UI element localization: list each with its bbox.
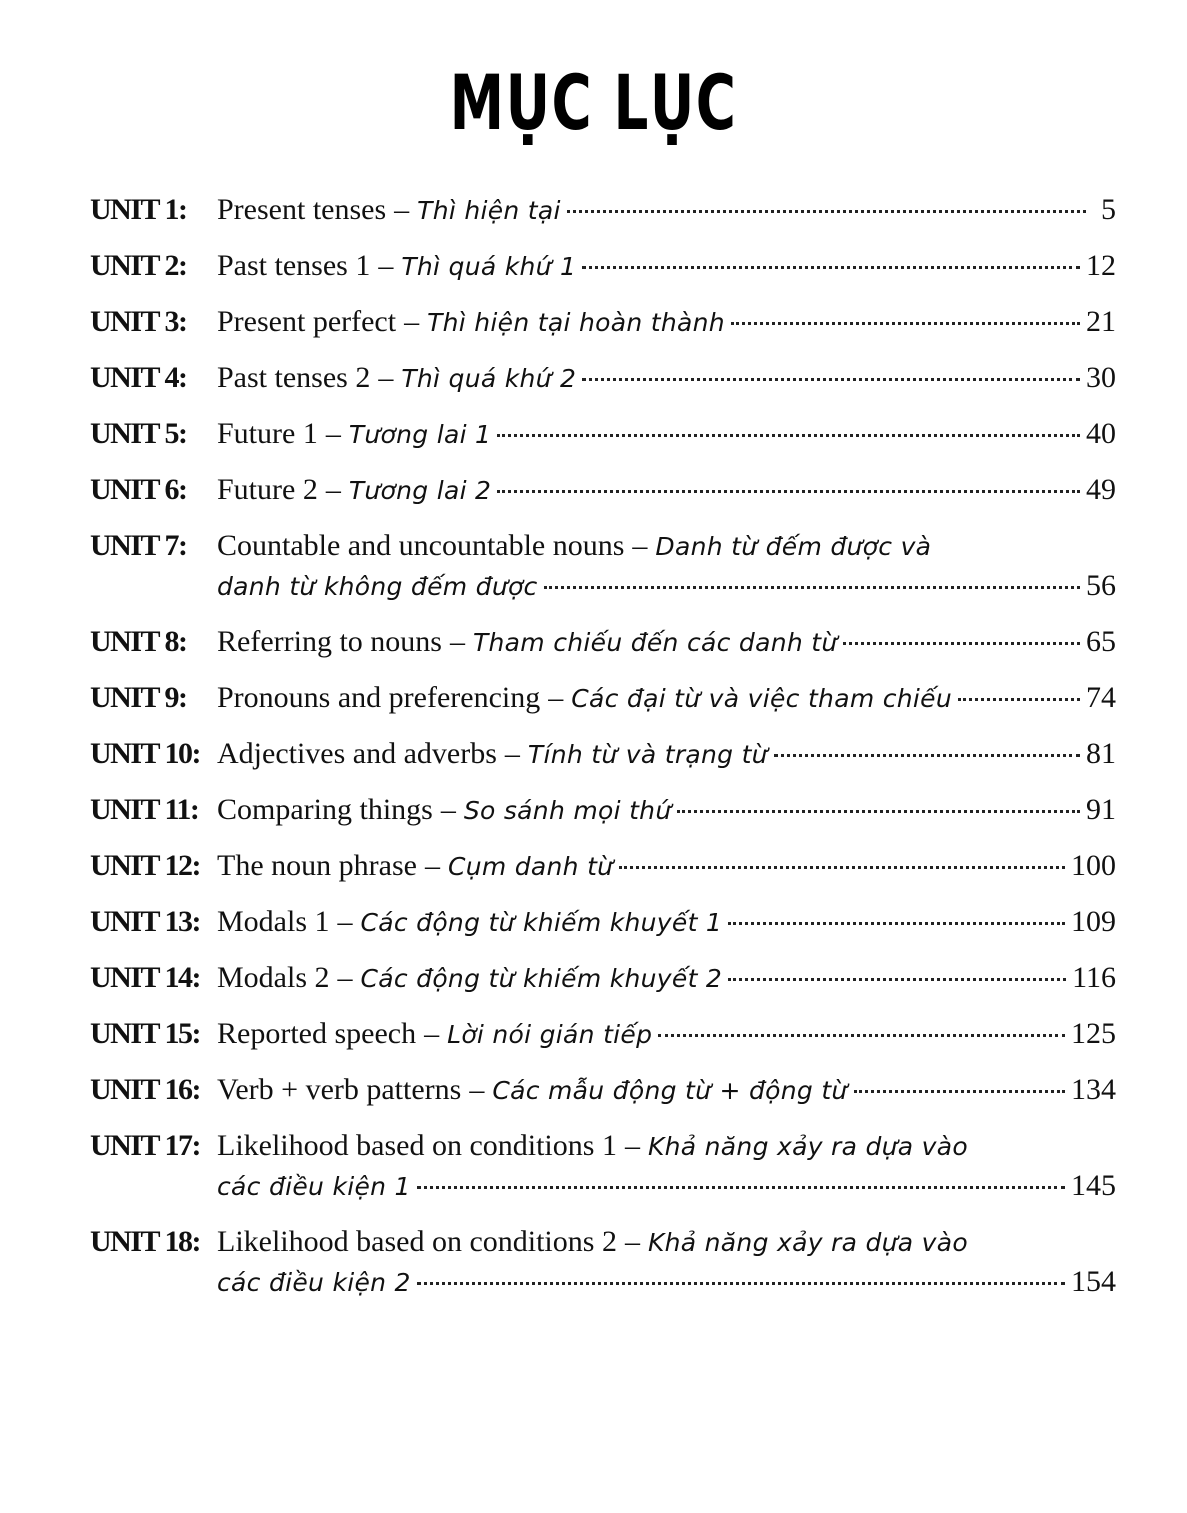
unit-label: UNIT 10: — [90, 737, 200, 770]
toc-entry — [90, 958, 1116, 998]
entry-title-english: Present tenses — [217, 193, 387, 226]
entry-title-vietnamese: Thì quá khứ 2 — [401, 364, 577, 393]
unit-label: UNIT 13: — [90, 905, 200, 938]
title-separator: – — [440, 793, 456, 826]
title-separator: – — [624, 1129, 640, 1162]
toc-entry — [90, 526, 1116, 606]
page-number: 49 — [1086, 473, 1116, 506]
unit-label: UNIT 5: — [90, 417, 187, 450]
unit-label: UNIT 1: — [90, 193, 187, 226]
dot-leader — [958, 698, 1080, 701]
toc-entry — [90, 678, 1116, 718]
toc-entry — [90, 358, 1116, 398]
title-separator: – — [624, 1225, 640, 1258]
dot-leader — [843, 642, 1080, 645]
page-number: 134 — [1071, 1073, 1116, 1106]
page-title: MỤC LỤC — [449, 58, 738, 147]
entry-title-vietnamese: Lời nói gián tiếp — [447, 1020, 653, 1049]
entry-title-vietnamese: Thì hiện tại — [417, 196, 561, 225]
unit-label: UNIT 17: — [90, 1129, 200, 1162]
entry-title-vietnamese: Khả năng xảy ra dựa vào — [647, 1228, 968, 1257]
title-separator: – — [632, 529, 648, 562]
toc-entry — [90, 1222, 1116, 1302]
dot-leader — [728, 922, 1065, 925]
entry-title-english: The noun phrase — [217, 849, 417, 882]
title-separator: – — [424, 849, 440, 882]
entry-title-vietnamese: Tham chiếu đến các danh từ — [472, 628, 838, 657]
toc-entry — [90, 734, 1116, 774]
page-number: 30 — [1086, 361, 1116, 394]
dot-leader — [417, 1186, 1065, 1189]
page-number: 74 — [1086, 681, 1116, 714]
entry-title-vietnamese: Tương lai 2 — [348, 476, 492, 505]
entry-title-english: Referring to nouns — [217, 625, 442, 658]
title-separator: – — [424, 1017, 440, 1050]
entry-title-english: Pronouns and preferencing — [217, 681, 541, 714]
entry-title-vietnamese: Các đại từ và việc tham chiếu — [571, 684, 952, 713]
entry-title-english: Adjectives and adverbs — [217, 737, 497, 770]
toc-entry — [90, 190, 1116, 230]
title-separator: – — [404, 305, 420, 338]
title-separator: – — [337, 905, 353, 938]
title-separator: – — [378, 249, 394, 282]
entry-title-vietnamese: Các động từ khiếm khuyết 1 — [360, 908, 723, 937]
unit-label: UNIT 9: — [90, 681, 187, 714]
entry-title-vietnamese: Tính từ và trạng từ — [527, 740, 768, 769]
entry-title-vietnamese-continued: các điều kiện 1 — [217, 1172, 411, 1201]
dot-leader — [417, 1282, 1065, 1285]
unit-label: UNIT 7: — [90, 529, 187, 562]
unit-label: UNIT 11: — [90, 793, 199, 826]
unit-label: UNIT 8: — [90, 625, 187, 658]
entry-title-english: Past tenses 2 — [217, 361, 371, 394]
entry-title-vietnamese-continued: các điều kiện 2 — [217, 1268, 411, 1297]
entry-title-vietnamese: Danh từ đếm được và — [655, 532, 932, 561]
toc-entry — [90, 622, 1116, 662]
dot-leader — [544, 586, 1080, 589]
dot-leader — [658, 1034, 1065, 1037]
toc-entry — [90, 414, 1116, 454]
unit-label: UNIT 2: — [90, 249, 187, 282]
page-number: 100 — [1071, 849, 1116, 882]
page-number: 81 — [1086, 737, 1116, 770]
unit-label: UNIT 3: — [90, 305, 187, 338]
toc-entry — [90, 1014, 1116, 1054]
entry-title-english: Modals 1 — [217, 905, 330, 938]
entry-title-english: Countable and uncountable nouns — [217, 529, 625, 562]
entry-title-english: Future 1 — [217, 417, 318, 450]
title-separator: – — [337, 961, 353, 994]
dot-leader — [567, 210, 1086, 213]
toc-entry — [90, 902, 1116, 942]
dot-leader — [774, 754, 1080, 757]
dot-leader — [728, 978, 1066, 981]
unit-label: UNIT 6: — [90, 473, 187, 506]
page-number: 56 — [1086, 569, 1116, 602]
dot-leader — [497, 490, 1080, 493]
title-separator: – — [469, 1073, 485, 1106]
toc-entry — [90, 470, 1116, 510]
dot-leader — [497, 434, 1080, 437]
entry-title-english: Future 2 — [217, 473, 318, 506]
page-number: 40 — [1086, 417, 1116, 450]
unit-label: UNIT 15: — [90, 1017, 200, 1050]
toc-entry — [90, 1126, 1116, 1206]
toc-entry — [90, 1070, 1116, 1110]
entry-title-vietnamese: Thì quá khứ 1 — [401, 252, 577, 281]
page-number: 65 — [1086, 625, 1116, 658]
page-number: 145 — [1071, 1169, 1116, 1202]
unit-label: UNIT 18: — [90, 1225, 200, 1258]
entry-title-english: Verb + verb patterns — [217, 1073, 462, 1106]
page-number: 116 — [1072, 961, 1116, 994]
title-separator: – — [325, 417, 341, 450]
unit-label: UNIT 14: — [90, 961, 200, 994]
title-separator: – — [378, 361, 394, 394]
page-number: 109 — [1071, 905, 1116, 938]
entry-title-english: Comparing things — [217, 793, 433, 826]
title-separator: – — [548, 681, 564, 714]
entry-title-vietnamese: Các động từ khiếm khuyết 2 — [360, 964, 723, 993]
page-number: 21 — [1086, 305, 1116, 338]
dot-leader — [854, 1090, 1065, 1093]
dot-leader — [677, 810, 1080, 813]
title-separator: – — [394, 193, 410, 226]
entry-title-vietnamese: Tương lai 1 — [348, 420, 492, 449]
table-of-contents — [90, 190, 1116, 1318]
entry-title-english: Likelihood based on conditions 2 — [217, 1225, 617, 1258]
unit-label: UNIT 16: — [90, 1073, 200, 1106]
toc-entry — [90, 246, 1116, 286]
entry-title-vietnamese: Thì hiện tại hoàn thành — [427, 308, 725, 337]
page-number: 12 — [1086, 249, 1116, 282]
entry-title-vietnamese-continued: danh từ không đếm được — [217, 572, 538, 601]
unit-label: UNIT 12: — [90, 849, 200, 882]
unit-label: UNIT 4: — [90, 361, 187, 394]
entry-title-vietnamese: Cụm danh từ — [447, 852, 614, 881]
dot-leader — [619, 866, 1065, 869]
entry-title-vietnamese: Các mẫu động từ + động từ — [492, 1076, 848, 1105]
title-separator: – — [449, 625, 465, 658]
dot-leader — [582, 378, 1080, 381]
entry-title-english: Past tenses 1 — [217, 249, 371, 282]
page-number: 125 — [1071, 1017, 1116, 1050]
title-separator: – — [325, 473, 341, 506]
toc-entry — [90, 790, 1116, 830]
entry-title-english: Reported speech — [217, 1017, 417, 1050]
entry-title-english: Modals 2 — [217, 961, 330, 994]
entry-title-vietnamese: Khả năng xảy ra dựa vào — [647, 1132, 968, 1161]
entry-title-vietnamese: So sánh mọi thứ — [463, 796, 672, 825]
toc-entry — [90, 302, 1116, 342]
entry-title-english: Present perfect — [217, 305, 397, 338]
dot-leader — [582, 266, 1080, 269]
toc-entry — [90, 846, 1116, 886]
page-number: 91 — [1086, 793, 1116, 826]
dot-leader — [731, 322, 1080, 325]
title-separator: – — [504, 737, 520, 770]
page-number: 154 — [1071, 1265, 1116, 1298]
page-number: 5 — [1101, 193, 1116, 226]
entry-title-english: Likelihood based on conditions 1 — [217, 1129, 617, 1162]
